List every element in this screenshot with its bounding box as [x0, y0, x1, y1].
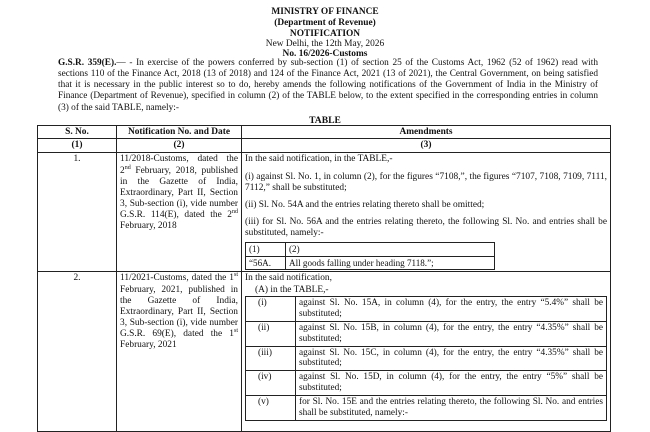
table-row: [38, 153, 611, 272]
row1-clause-ii: (ii) Sl. No. 54A and the entries relating thereto shall be omitted;: [245, 199, 485, 210]
row2-notification: [117, 272, 242, 432]
item-text: for Sl. No. 15E and the entries relating thereto, the following Sl. No. and entries shall be substituted, namely:-: [296, 396, 607, 421]
row2-notif-sup-2: st: [233, 327, 238, 334]
row1-notification: [117, 153, 242, 272]
preamble-text: — - In exercise of the powers conferred by sub-section (1) of section 25 of the Customs Act, 1962 (52 of 1962) read with sections 110 of the Finance Act, 2018 (13 of 2018) and 124 of the Finance Act, 2021 (13 of 2021), the Central Government, on being satisfied that it is necessary in the public interest so to do, hereby amends the following notifications of the Government of India in the Ministry of Finance (Department of Revenue), specified in column (2) of the TABLE below, to the extent specified in the corresponding entries in column (3) of the said TABLE, namely:-: [58, 58, 598, 113]
gsr-number: G.S.R. 359(E).: [58, 58, 117, 68]
table-row: [38, 272, 611, 432]
row2-notif-part-a: 11/2021-Customs, dated the 1: [120, 273, 234, 284]
row1-notif-part-a: 11/2018-Customs, dated the 2: [120, 154, 238, 176]
row1-clause-i: (i) against Sl. No. 1, in column (2), for the figures “7108,”, the figures “7107, 7108, 7109, 7111, 7112,” shall be substituted;: [245, 171, 607, 193]
row2-notif-part-b: February, 2021, published in the Gazette of India, Extraordinary, Part II, Section 3, Sub-section (i), vide number G.S.R. 69(E), dated the 1: [120, 284, 238, 339]
inner-header-1: (1): [246, 243, 286, 257]
item-number: (i): [246, 296, 296, 321]
preamble-paragraph: [58, 58, 598, 114]
column-number-row: [38, 139, 611, 153]
row1-notif-part-c: February, 2018: [120, 221, 177, 231]
item-number: (iii): [246, 346, 296, 371]
amendments-table: [37, 125, 611, 432]
notification-number: No. 16/2026-Customs: [282, 49, 368, 59]
row1-notif-part-b: February, 2018, published in the Gazette of India, Extraordinary, Part II, Section 3, Sub-section (i), vide number G.S.R. 114(E), dated the 2: [120, 165, 238, 220]
header-notification: Notification No. and Date: [117, 126, 242, 139]
row2-sno: 2.: [38, 272, 117, 432]
item-number: (v): [246, 396, 296, 421]
inner-header-2: (2): [286, 243, 495, 257]
item-text: against Sl. No. 15D, in column (4), for the entry, the entry “5%” shall be substituted;: [296, 371, 607, 396]
colnum-3: (3): [242, 139, 611, 153]
item-number: (ii): [246, 321, 296, 346]
colnum-2: (2): [117, 139, 242, 153]
row2-amendments: [242, 272, 611, 432]
row1-amendments: [242, 153, 611, 272]
ministry-title: MINISTRY OF FINANCE: [271, 7, 379, 17]
table-header-row: [38, 126, 611, 139]
item-number: (iv): [246, 371, 296, 396]
row2-notif-sup-1: st: [233, 272, 238, 279]
list-item: [246, 371, 607, 396]
notification-title: NOTIFICATION: [289, 29, 361, 39]
item-text: against Sl. No. 15B, in column (4), for the entry, the entry “4.35%” shall be substituted;: [296, 321, 607, 346]
row2-notif-part-c: February, 2021: [120, 340, 177, 350]
row2-clause-a: (A) in the TABLE,-: [255, 284, 329, 295]
item-text: against Sl. No. 15C, in column (4), for the entry, the entry “4.35%” shall be substituted;: [296, 346, 607, 371]
row2-clause-list: [245, 296, 607, 422]
list-item: [246, 396, 607, 421]
inner-cell-goods: All goods falling under heading 7118.”;: [286, 256, 495, 270]
colnum-1: (1): [38, 139, 117, 153]
row1-inner-table: [245, 242, 495, 270]
row1-clause-iii: (iii) for Sl. No. 56A and the entries relating thereto, the following Sl. No. and entries shall be substituted, namely:-: [245, 216, 607, 238]
header-amendments: Amendments: [242, 126, 611, 139]
list-item: [246, 321, 607, 346]
inner-cell-sno: “56A.: [246, 256, 286, 270]
row1-sno: 1.: [38, 153, 117, 272]
item-text: against Sl. No. 15A, in column (4), for the entry, the entry “5.4%” shall be substituted;: [296, 296, 607, 321]
table-title: TABLE: [309, 115, 341, 126]
date-line: New Delhi, the 12th May, 2026: [265, 39, 385, 49]
list-item: [246, 296, 607, 321]
header-sno: S. No.: [38, 126, 117, 139]
row1-notif-sup-1: nd: [124, 164, 131, 171]
row1-notif-sup-2: nd: [232, 208, 238, 215]
row2-intro: In the said notification,: [245, 273, 332, 284]
department-title: (Department of Revenue): [274, 18, 376, 28]
row1-intro: In the said notification, in the TABLE,-: [245, 154, 393, 165]
list-item: [246, 346, 607, 371]
